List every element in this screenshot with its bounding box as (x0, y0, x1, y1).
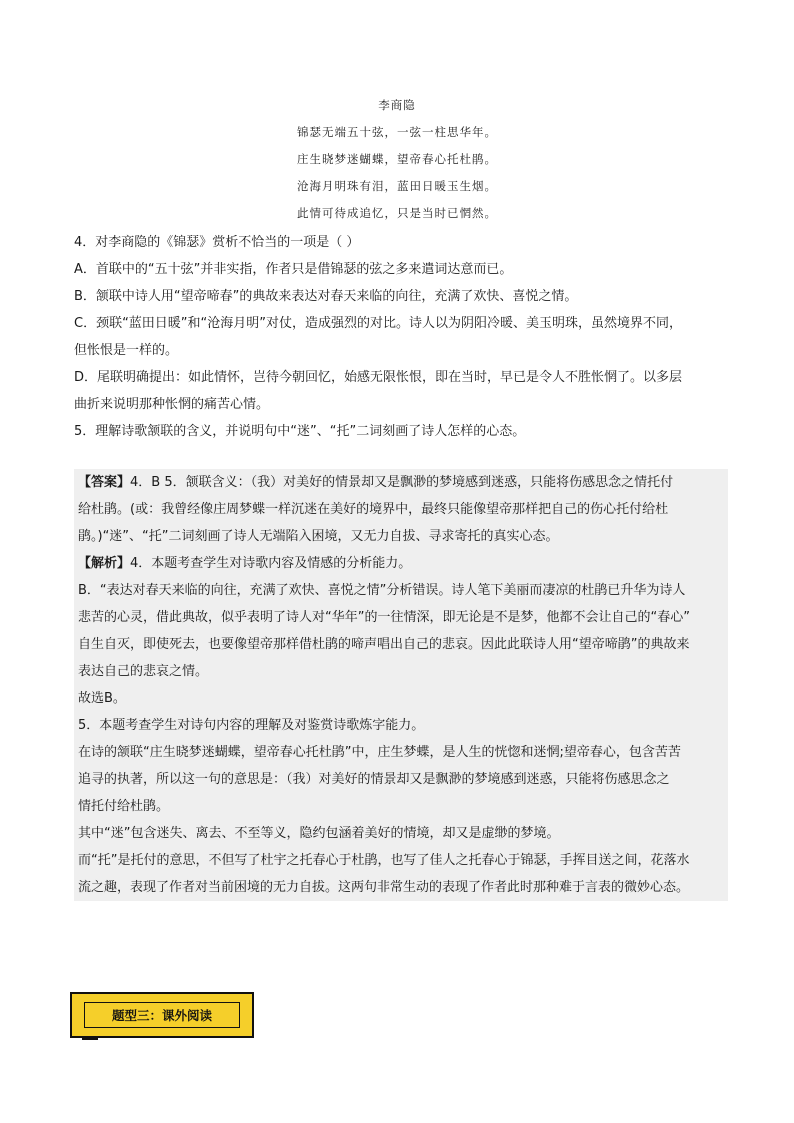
analysis-label: 【解析】 (78, 556, 131, 571)
answer-explanation-box (70, 469, 724, 901)
analysis-line-8: 在诗的颔联“庄生晓梦迷蝴蝶，望帝春心托杜鹃”中，庄生梦蝶，是人生的恍惚和迷惘;望帝春心，包含苦苦 (70, 739, 728, 766)
question-4-stem: 4．对李商隐的《锦瑟》赏析不恰当的一项是（ ） (74, 235, 360, 250)
analysis-line-3: 悲苦的心灵，借此典故，似乎表明了诗人对“华年”的一往情深，即无论是不是梦，他都不会让自己的“春心” (70, 604, 728, 631)
analysis-line-7: 5．本题考查学生对诗句内容的理解及对鉴赏诗歌炼字能力。 (70, 712, 728, 739)
poem-author: 李商隐 (378, 98, 416, 112)
analysis-line-11: 其中“迷”包含迷失、离去、不至等义，隐约包涵着美好的情境，却又是虚缈的梦境。 (70, 820, 728, 847)
question-4-option-a: A．首联中的“五十弦”并非实指，作者只是借锦瑟的弦之多来遣词达意而已。 (74, 262, 513, 277)
analysis-line-13: 流之趣，表现了作者对当前困境的无力自拔。这两句非常生动的表现了作者此时那种难于言表的微妙心态。 (70, 874, 728, 901)
question-4-option-d-line1: D．尾联明确提出：如此情怀，岂待今朝回忆，始感无限怅恨，即在当时，早已是令人不胜怅惘了。以多层 (74, 370, 683, 385)
section-tag (70, 992, 254, 1038)
answer-line-3: 鹃。)“迷”、“托”二词刻画了诗人无端陷入困境，又无力自拔、寻求寄托的真实心态。 (70, 523, 728, 550)
poem-block (0, 92, 794, 227)
analysis-line-2: B．“表达对春天来临的向往，充满了欢快、喜悦之情”分析错误。诗人笔下美丽而凄凉的杜鹃已升华为诗人 (70, 577, 728, 604)
analysis-line-1 (70, 550, 728, 577)
poem-line-4: 此情可待成追忆，只是当时已惘然。 (297, 206, 497, 220)
answer-text-1: 4．B 5．颔联含义：（我）对美好的情景却又是飘渺的梦境感到迷惑，只能将伤感思念之情托付 (130, 475, 674, 490)
analysis-line-10: 情托付给杜鹃。 (70, 793, 728, 820)
analysis-line-5: 表达自己的悲哀之情。 (70, 658, 728, 685)
question-4-option-d-line2: 曲折来说明那种怅惘的痛苦心情。 (74, 397, 270, 412)
answer-line-2: 给杜鹃。(或：我曾经像庄周梦蝶一样沉迷在美好的境界中，最终只能像望帝那样把自己的伤心托付给杜 (70, 496, 728, 523)
question-4-option-c-line1: C．颈联“蓝田日暖”和“沧海月明”对仗，造成强烈的对比。诗人以为阴阳冷暖、美玉明珠，虽然境界不同， (74, 316, 683, 331)
analysis-line-12: 而“托”是托付的意思，不但写了杜宇之托春心于杜鹃，也写了佳人之托春心于锦瑟，手挥目送之间，花落水 (70, 847, 728, 874)
analysis-text-1: 4．本题考查学生对诗歌内容及情感的分析能力。 (130, 556, 412, 571)
analysis-line-6: 故选B。 (70, 685, 728, 712)
answer-label: 【答案】 (78, 475, 131, 490)
analysis-line-9: 追寻的执著，所以这一句的意思是：（我）对美好的情景却又是飘渺的梦境感到迷惑，只能将伤感思念之 (70, 766, 728, 793)
answer-line-1 (70, 469, 728, 496)
analysis-line-4: 自生自灭，即使死去，也要像望帝那样借杜鹃的啼声唱出自己的悲哀。因此此联诗人用“望帝啼鹃”的典故来 (70, 631, 728, 658)
question-4-option-b: B．颔联中诗人用“望帝啼春”的典故来表达对春天来临的向往，充满了欢快、喜悦之情。 (74, 289, 578, 304)
question-4-option-c-line2: 但怅恨是一样的。 (74, 343, 179, 358)
poem-line-1: 锦瑟无端五十弦，一弦一柱思华年。 (297, 125, 497, 139)
question-5-stem: 5．理解诗歌颔联的含义，并说明句中“迷”、“托”二词刻画了诗人怎样的心态。 (74, 424, 526, 439)
section-tag-decoration (82, 1036, 98, 1040)
section-tag-label: 题型三：课外阅读 (111, 1008, 212, 1023)
poem-line-3: 沧海月明珠有泪，蓝田日暖玉生烟。 (297, 179, 497, 193)
poem-line-2: 庄生晓梦迷蝴蝶，望帝春心托杜鹃。 (297, 152, 497, 166)
